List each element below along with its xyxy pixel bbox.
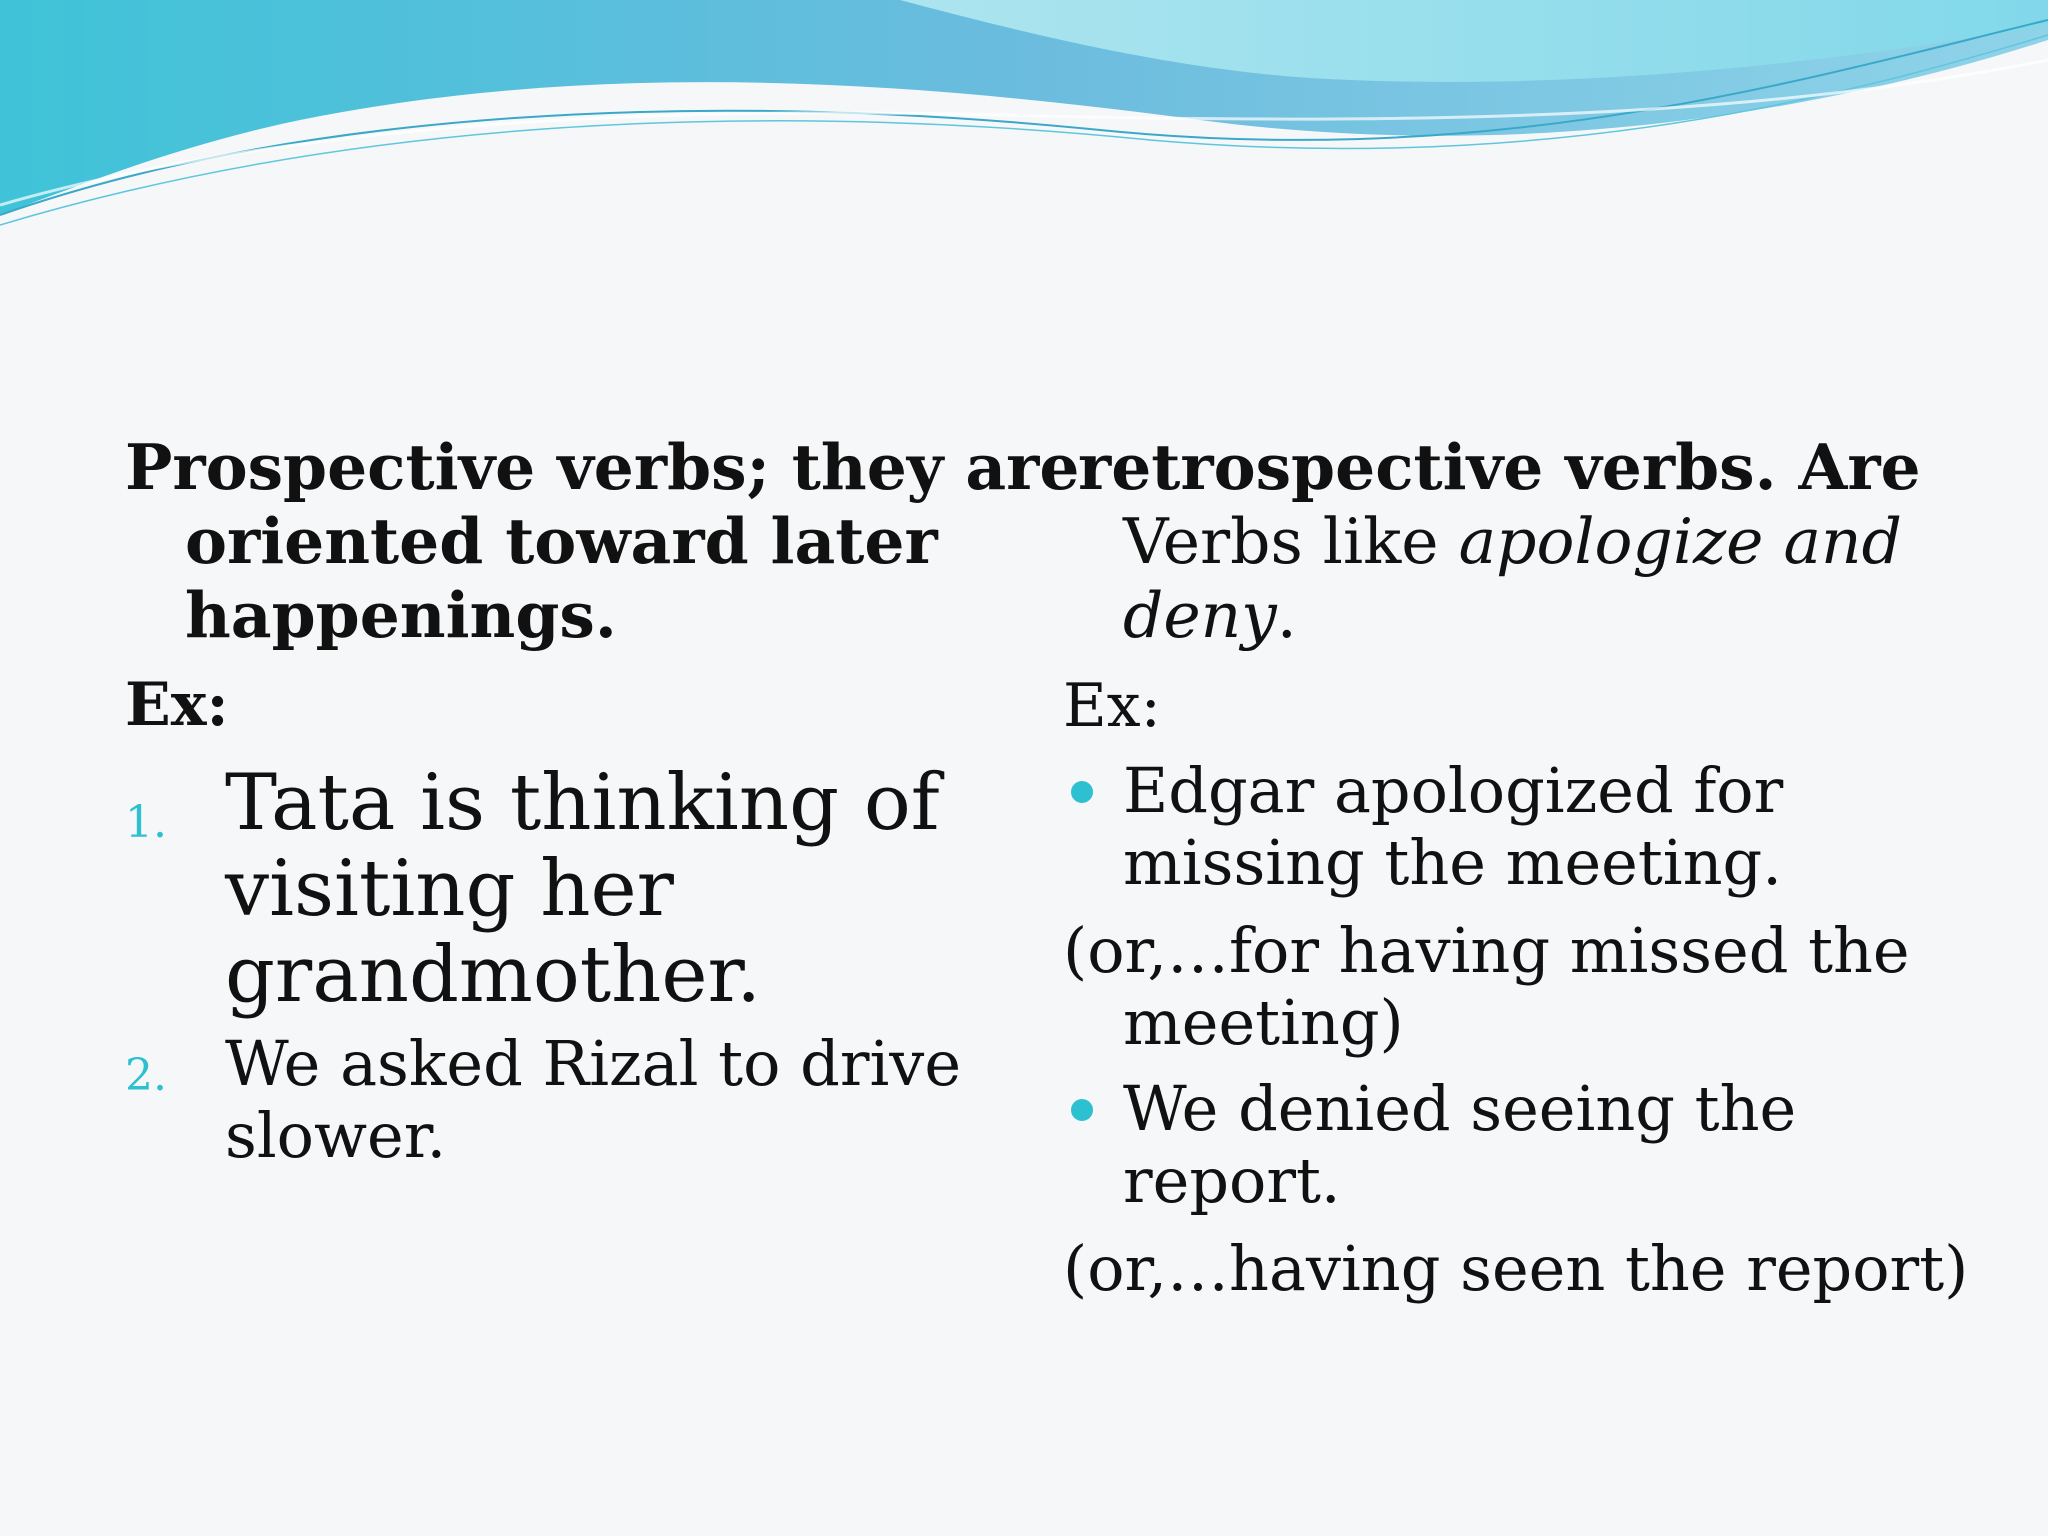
list-item: Edgar apologized for missing the meeting. (1063, 755, 1993, 899)
bullet-dot-icon (1071, 781, 1093, 803)
list-item: We denied seeing the report. (1063, 1073, 1993, 1217)
right-column (1063, 430, 1993, 1305)
right-ex-label: Ex: (1063, 671, 1161, 741)
alternative-phrase: (or,…for having missed the meeting) (1063, 914, 1910, 1059)
bullet-dot-icon (1071, 1099, 1093, 1121)
left-heading: Prospective verbs; they are oriented toward later happenings. (125, 430, 1080, 652)
decorative-wave-banner (0, 0, 2048, 260)
left-column (125, 430, 1080, 1172)
alternative-phrase: (or,…having seen the report) (1063, 1232, 1969, 1305)
left-ex-label: Ex: (125, 670, 229, 740)
list-item: 2. We asked Rizal to drive slower. (125, 1027, 962, 1172)
list-number-marker: 1. (125, 797, 167, 848)
list-number-marker: 2. (125, 1050, 167, 1101)
list-item: 1. Tata is thinking of visiting her grandmother. (125, 758, 940, 1020)
left-numbered-list (125, 760, 1005, 1172)
right-heading: retrospective verbs. Are Verbs like apologize and deny. (1078, 430, 1921, 652)
